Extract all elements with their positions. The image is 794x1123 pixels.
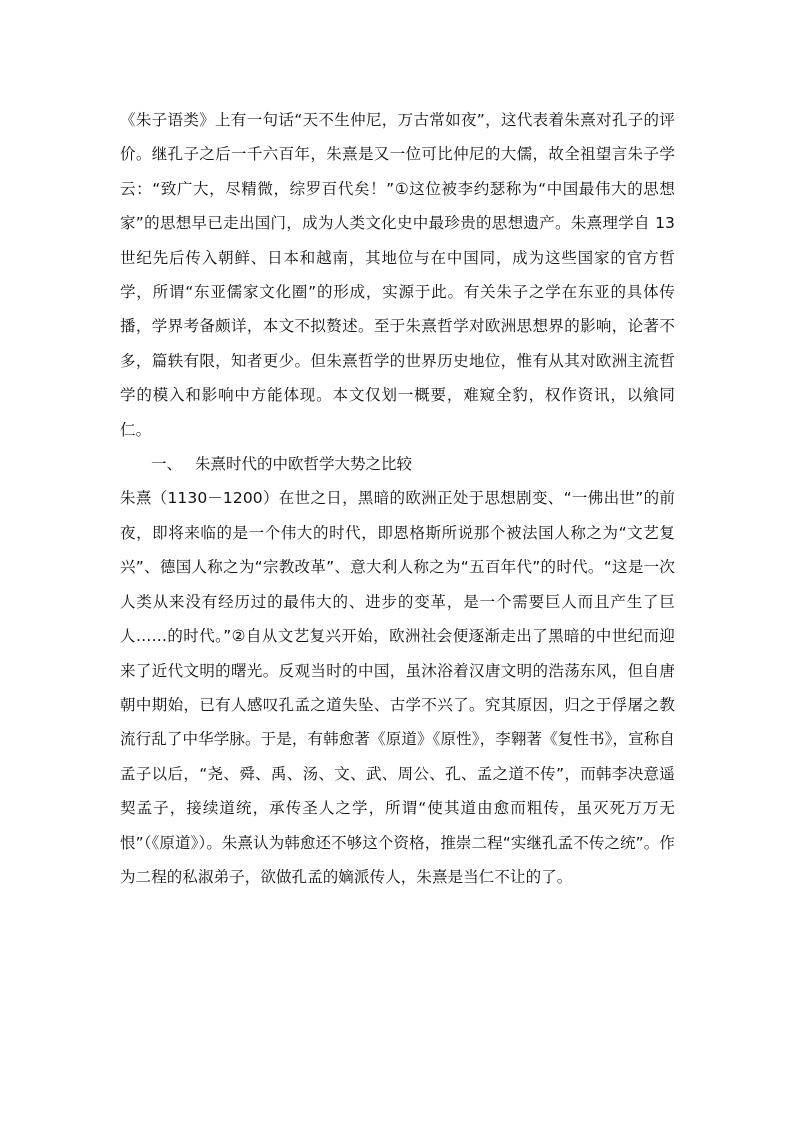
intro-paragraph: 《朱子语类》上有一句话“天不生仲尼，万古常如夜”，这代表着朱熹对孔子的评价。继孔子之后一千六百年，朱熹是又一位可比仲尼的大儒，故全祖望言朱子学云：“致广大，尽精微，综罗百代矣！”①这位被李约瑟称为“中国最伟大的思想家”的思想早已走出国门，成为人类文化史中最珍贵的思想遗产。朱熹理学自 13 世纪先后传入朝鲜、日本和越南，其地位与在中国同，成为这些国家的官方哲学，所谓“东亚儒家文化圈”的形成，实源于此。有关朱子之学在东亚的具体传播，学界考备颇详，本文不拟赘述。至于朱熹哲学对欧洲思想界的影响，论著不多，篇轶有限，知者更少。但朱熹哲学的世界历史地位，惟有从其对欧洲主流哲学的模入和影响中方能体现。本文仅划一概要，难窥全豹，权作资讯，以飨同仁。 bbox=[120, 111, 675, 439]
section-paragraph: 朱熹（1130－1200）在世之日，黑暗的欧洲正处于思想剧变、“一佛出世”的前夜，即将来临的是一个伟大的时代，即恩格斯所说那个被法国人称之为“文艺复兴”、德国人称之为“宗教改革”、意大利人称之为“五百年代”的时代。“这是一次人类从来没有经历过的最伟大的、进步的变革，是一个需要巨人而且产生了巨人……的时代。”②自从文艺复兴开始，欧洲社会便逐渐走出了黑暗的中世纪而迎来了近代文明的曙光。反观当时的中国，虽沐浴着汉唐文明的浩荡东风，但自唐朝中期始，已有人感叹孔孟之道失坠、古学不兴了。究其原因，归之于俘屠之教流行乱了中华学脉。于是，有韩愈著《原道》《原性》，李翱著《复性书》，宣称自孟子以后，“尧、舜、禹、汤、文、武、周公、孔、孟之道不传”，而韩李决意遥契孟子，接续道统，承传圣人之学，所谓“使其道由愈而粗传，虽灭死万万无恨”（《原道》）。朱熹认为韩愈还不够这个资格，推崇二程“实继孔孟不传之统”。作为二程的私淑弟子，欲做孔孟的嫡派传人，朱熹是当仁不让的了。 bbox=[120, 489, 675, 886]
section-title: 朱熹时代的中欧哲学大势之比较 bbox=[195, 455, 413, 474]
section-number: 一、 bbox=[151, 455, 183, 474]
section-heading bbox=[120, 447, 675, 481]
document-body bbox=[120, 103, 675, 894]
